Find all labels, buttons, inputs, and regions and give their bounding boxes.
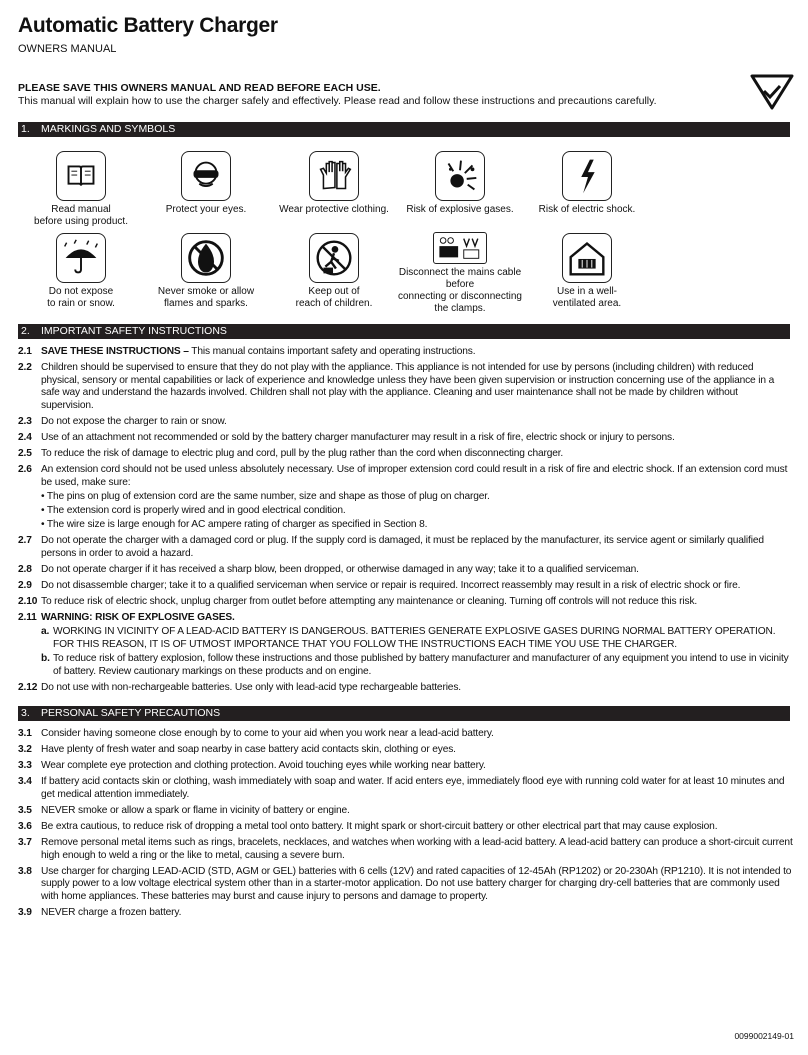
list-item: [18, 346, 793, 359]
list-item: [18, 564, 793, 577]
item-number: 2.1: [18, 346, 32, 357]
section-title: IMPORTANT SAFETY INSTRUCTIONS: [41, 325, 227, 337]
list-item: [18, 464, 793, 531]
list-item: [18, 580, 793, 593]
symbol-caption-line: before using product.: [34, 216, 128, 227]
list-item: [18, 821, 793, 834]
list-item: [18, 907, 793, 920]
symbol-keep-out-children: [264, 233, 404, 310]
item-number: 3.5: [18, 804, 32, 816]
symbol-caption-line: to rain or snow.: [47, 298, 115, 309]
document-subtitle: OWNERS MANUAL: [18, 43, 117, 55]
item-number: 3.1: [18, 728, 32, 739]
symbol-explosive-gases: [390, 151, 530, 216]
section-3-header: [18, 706, 790, 721]
item-text: This manual contains important safety and operating instructions.: [188, 346, 476, 357]
symbol-caption-line: Use in a well-: [556, 286, 618, 297]
symbol-no-flames: [136, 233, 276, 310]
section-2-header: [18, 324, 790, 339]
item-number: 3.6: [18, 821, 32, 833]
gloves-icon: [309, 151, 359, 201]
list-item: [18, 866, 793, 904]
item-number: 2.7: [18, 535, 32, 547]
item-number: 3.4: [18, 776, 32, 788]
sub-item-text: WORKING IN VICINITY OF A LEAD-ACID BATTERY IS DANGEROUS. BATTERIES GENERATE EXPLOSIVE GASES DURING NORMAL BATTERY OPERATION. FOR THIS REASON, IT IS OF UTMOST IMPORTANCE THAT YOU FOLLOW THE INSTRUCTIONS EACH TIME YOU USE THE CHARGER.: [53, 626, 776, 650]
sub-item: [41, 626, 793, 651]
symbol-caption-line: Risk of explosive gases.: [406, 204, 514, 215]
symbol-rain: [11, 233, 151, 310]
document-title: Automatic Battery Charger: [18, 14, 278, 37]
bullet-item: • The pins on plug of extension cord are the same number, size and shape as those of plug on charger.: [41, 490, 490, 502]
list-item: [18, 728, 793, 741]
list-item: [18, 760, 793, 773]
item-number: 3.7: [18, 837, 32, 849]
item-text: NEVER smoke or allow a spark or flame in vicinity of battery or engine.: [41, 804, 350, 816]
item-number: 3.9: [18, 907, 32, 919]
intro-text: This manual will explain how to use the charger safely and effectively. Please read and follow these instructions and precautions carefully.: [18, 95, 657, 107]
item-heading: SAVE THESE INSTRUCTIONS –: [41, 346, 189, 357]
list-item: [18, 448, 793, 461]
item-number: 2.11: [18, 612, 37, 624]
item-number: 2.12: [18, 681, 38, 693]
list-item: [18, 612, 793, 678]
list-item: [18, 682, 793, 695]
symbol-caption-line: Wear protective clothing.: [279, 204, 389, 215]
ventilated-house-icon: [562, 233, 612, 283]
item-text: If battery acid contacts skin or clothing, wash immediately with soap and water. If acid enters eye, immediately flood eye with running cold water for at least 10 minutes and get medical attention immediately.: [41, 776, 785, 800]
item-text: Remove personal metal items such as rings, bracelets, necklaces, and watches when working with a lead-acid battery. A lead-acid battery can produce a short-circuit current high enough to weld a ring or the like to metal, causing a severe burn.: [41, 837, 793, 861]
symbol-caption-line: reach of children.: [295, 298, 373, 309]
item-number: 3.8: [18, 865, 32, 877]
symbol-caption-line: ventilated area.: [552, 298, 622, 309]
symbol-caption-line: Never smoke or allow: [157, 286, 255, 297]
item-text: Children should be supervised to ensure that they do not play with the appliance. This appliance is not intended for use by persons (including children) with reduced physical, sensory or mental capabilities or lack of experience and knowledge unless they have been given supervision or instruction concerning use of the appliance in a safe way and understand the hazards involved. Children shall not play with the appliance. Cleaning and user maintenance shall not be made by children without supervision.: [41, 362, 775, 411]
symbol-protect-eyes: [136, 151, 276, 216]
symbol-caption-line: Do not expose: [48, 286, 114, 297]
section-2-list: [18, 346, 793, 698]
symbol-caption-line: connecting or disconnecting: [398, 291, 522, 302]
symbol-electric-shock: [517, 151, 657, 216]
item-number: 2.10: [18, 596, 38, 608]
list-item: [18, 432, 793, 445]
sub-item-letter: a.: [41, 626, 50, 638]
item-number: 2.4: [18, 432, 32, 444]
item-text: Wear complete eye protection and clothing protection. Avoid touching eyes while working near battery.: [41, 760, 486, 772]
section-1-header: [18, 122, 790, 137]
symbol-ventilated-area: [517, 233, 657, 310]
item-text: To reduce risk of electric shock, unplug charger from outlet before attempting any maintenance or cleaning. Turning off controls will not reduce this risk.: [41, 596, 698, 608]
item-number: 2.8: [18, 563, 32, 575]
item-text: Use charger for charging LEAD-ACID (STD, AGM or GEL) batteries with 6 cells (12V) and rated capacities of 12-45Ah (RP1202) or 20-230Ah (RP1210). It is not intended to supply power to a low voltage electrical system other than in a starter-motor application. Do not use battery charger for charging dry-cell batteries that are commonly used with home appliances. These batteries may burst and cause injury to persons and damage to property.: [41, 865, 792, 903]
list-item: [18, 362, 793, 412]
item-number: 3.2: [18, 744, 32, 756]
section-number: 2.: [21, 325, 30, 337]
manual-book-icon: [56, 151, 106, 201]
section-number: 3.: [21, 707, 30, 719]
rcm-compliance-icon: [750, 74, 794, 110]
item-text: Do not expose the charger to rain or snow.: [41, 415, 227, 427]
symbol-caption-line: flames and sparks.: [164, 298, 248, 309]
list-item: [18, 416, 793, 429]
symbol-caption-line: Keep out of: [308, 286, 360, 297]
list-item: [18, 596, 793, 609]
safety-goggles-icon: [181, 151, 231, 201]
document-code: 0099002149-01: [734, 1031, 794, 1041]
bullet-item: • The wire size is large enough for AC ampere rating of charger as specified in Section 8.: [41, 519, 428, 531]
no-children-icon: [309, 233, 359, 283]
item-text: Do not use with non-rechargeable batteries. Use only with lead-acid type rechargeable batteries.: [41, 681, 461, 693]
umbrella-rain-icon: [56, 233, 106, 283]
lightning-icon: [562, 151, 612, 201]
item-text: NEVER charge a frozen battery.: [41, 907, 182, 919]
item-text: Do not operate charger if it has received a sharp blow, been dropped, or otherwise damaged in any way; take it to a qualified serviceman.: [41, 563, 639, 575]
list-item: [18, 535, 793, 560]
section-title: PERSONAL SAFETY PRECAUTIONS: [41, 707, 221, 719]
symbol-protective-clothing: [264, 151, 404, 216]
sub-item-text: To reduce risk of battery explosion, follow these instructions and those published by battery manufacturer and manufacturer of any equipment you intend to use in vicinity of battery. Review cautionary markings on these products and on engine.: [53, 652, 789, 677]
item-text: An extension cord should not be used unless absolutely necessary. Use of improper extension cord could result in a risk of fire and electric shock. If an extension cord must be used, make sure:: [41, 464, 788, 488]
sub-item: [41, 653, 793, 678]
save-notice: PLEASE SAVE THIS OWNERS MANUAL AND READ BEFORE EACH USE.: [18, 82, 381, 94]
section-title: MARKINGS AND SYMBOLS: [41, 123, 176, 135]
symbol-caption-line: the clamps.: [434, 303, 486, 314]
item-number: 2.3: [18, 415, 32, 427]
item-heading: WARNING: RISK OF EXPLOSIVE GASES.: [41, 612, 235, 624]
symbol-caption-line: Protect your eyes.: [165, 204, 247, 215]
symbol-read-manual: [11, 151, 151, 228]
explosion-icon: [435, 151, 485, 201]
list-item: [18, 776, 793, 801]
item-text: Be extra cautious, to reduce risk of dropping a metal tool onto battery. It might spark or short-circuit battery or other electrical part that may cause explosion.: [41, 821, 718, 833]
item-text: Do not operate the charger with a damaged cord or plug. If the supply cord is damaged, it must be replaced by the manufacturer, its service agent or similarly qualified persons in order to avoid a hazard.: [41, 535, 764, 559]
item-number: 2.9: [18, 580, 32, 591]
symbol-caption-line: Disconnect the mains cable before: [398, 267, 522, 290]
symbol-disconnect-mains: [390, 232, 530, 315]
item-number: 2.6: [18, 464, 32, 476]
symbol-caption-line: Risk of electric shock.: [538, 204, 636, 215]
bullet-item: • The extension cord is properly wired and in good electrical condition.: [41, 505, 346, 517]
item-text: Do not disassemble charger; take it to a qualified serviceman when service or repair is required. Incorrect reassembly may result in a risk of electric shock or fire.: [41, 580, 741, 591]
sub-item-letter: b.: [41, 652, 50, 664]
item-text: Use of an attachment not recommended or sold by the battery charger manufacturer may result in a risk of fire, electric shock or injury to persons.: [41, 432, 675, 444]
disconnect-clamps-icon: [433, 232, 487, 264]
list-item: [18, 744, 793, 757]
symbol-caption-line: Read manual: [51, 204, 111, 215]
item-number: 3.3: [18, 760, 32, 772]
section-3-list: [18, 728, 793, 923]
item-text: To reduce the risk of damage to electric plug and cord, pull by the plug rather than the cord when disconnecting charger.: [41, 448, 564, 460]
list-item: [18, 837, 793, 862]
list-item: [18, 805, 793, 818]
item-text: Consider having someone close enough by to come to your aid when you work near a lead-acid battery.: [41, 728, 494, 739]
item-number: 2.2: [18, 362, 32, 374]
no-flame-icon: [181, 233, 231, 283]
item-text: Have plenty of fresh water and soap nearby in case battery acid contacts skin, clothing or eyes.: [41, 744, 456, 756]
item-number: 2.5: [18, 448, 32, 460]
section-number: 1.: [21, 123, 30, 135]
